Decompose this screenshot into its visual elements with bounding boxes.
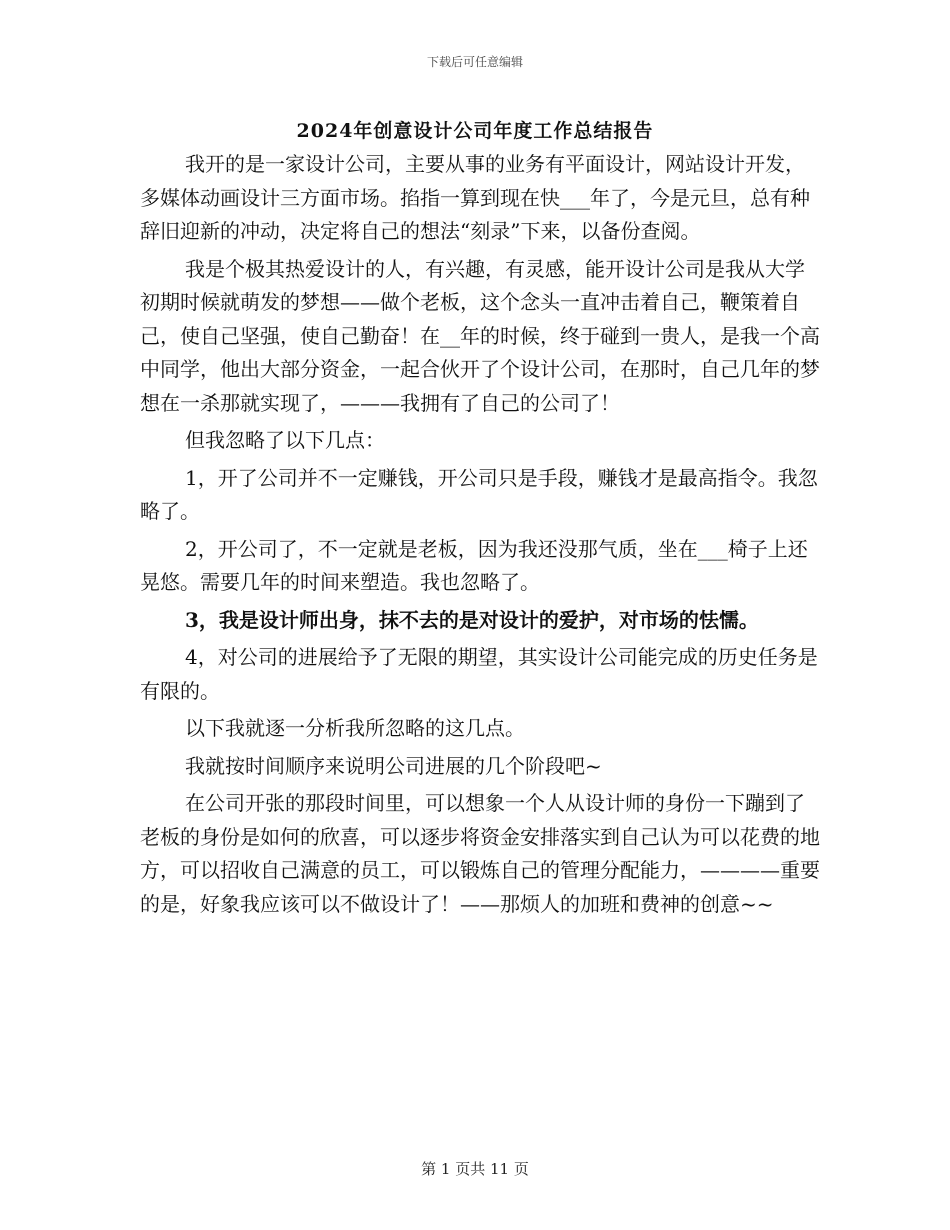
paragraph-overlooked-heading: 但我忽略了以下几点： <box>185 428 385 452</box>
paragraph-dream: 我是个极其热爱设计的人，有兴趣，有灵感，能开设计公司是我从大学初期时候就萌发的梦想——做个老板，这个念头一直冲击着自己，鞭策着自己，使自己坚强，使自己勤奋！在__年的时候，终于碰到一贵人，是我一个高中同学，他出大部分资金，一起合伙开了个设计公司，在那时，自己几年的梦想在一杀那就实现了，———我拥有了自己的公司了！ <box>140 256 820 415</box>
paragraph-analysis-intro: 以下我就逐一分析我所忽略的这几点。 <box>185 716 525 740</box>
paragraph-point-3: 3，我是设计师出身，抹不去的是对设计的爱护，对市场的怯懦。 <box>185 607 759 632</box>
page-header-note: 下载后可任意编辑 <box>426 55 523 69</box>
page-footer-number: 第 1 页共 11 页 <box>421 1160 529 1178</box>
paragraph-intro: 我开的是一家设计公司，主要从事的业务有平面设计，网站设计开发，多媒体动画设计三方面市场。掐指一算到现在快___年了，今是元旦，总有种辞旧迎新的冲动，决定将自己的想法“刻录”下来，以备份查阅。 <box>140 152 810 243</box>
document-body <box>140 148 820 925</box>
paragraph-point-1: 1，开了公司并不一定赚钱，开公司只是手段，赚钱才是最高指令。我忽略了。 <box>140 465 818 523</box>
paragraph-point-2: 2，开公司了，不一定就是老板，因为我还没那气质，坐在___椅子上还晃悠。需要几年的时间来塑造。我也忽略了。 <box>140 536 808 594</box>
paragraph-stages-intro: 我就按时间顺序来说明公司进展的几个阶段吧~ <box>185 753 602 778</box>
paragraph-point-4: 4，对公司的进展给予了无限的期望，其实设计公司能完成的历史任务是有限的。 <box>140 645 818 703</box>
paragraph-opening-period: 在公司开张的那段时间里，可以想象一个人从设计师的身份一下蹦到了老板的身份是如何的欣喜，可以逐步将资金安排落实到自己认为可以花费的地方，可以招收自己满意的员工，可以锻炼自己的管理分配能力，————重要的是，好象我应该可以不做设计了！——那烦人的加班和费神的创意~~ <box>140 791 820 916</box>
document-title: 2024年创意设计公司年度工作总结报告 <box>296 120 654 142</box>
